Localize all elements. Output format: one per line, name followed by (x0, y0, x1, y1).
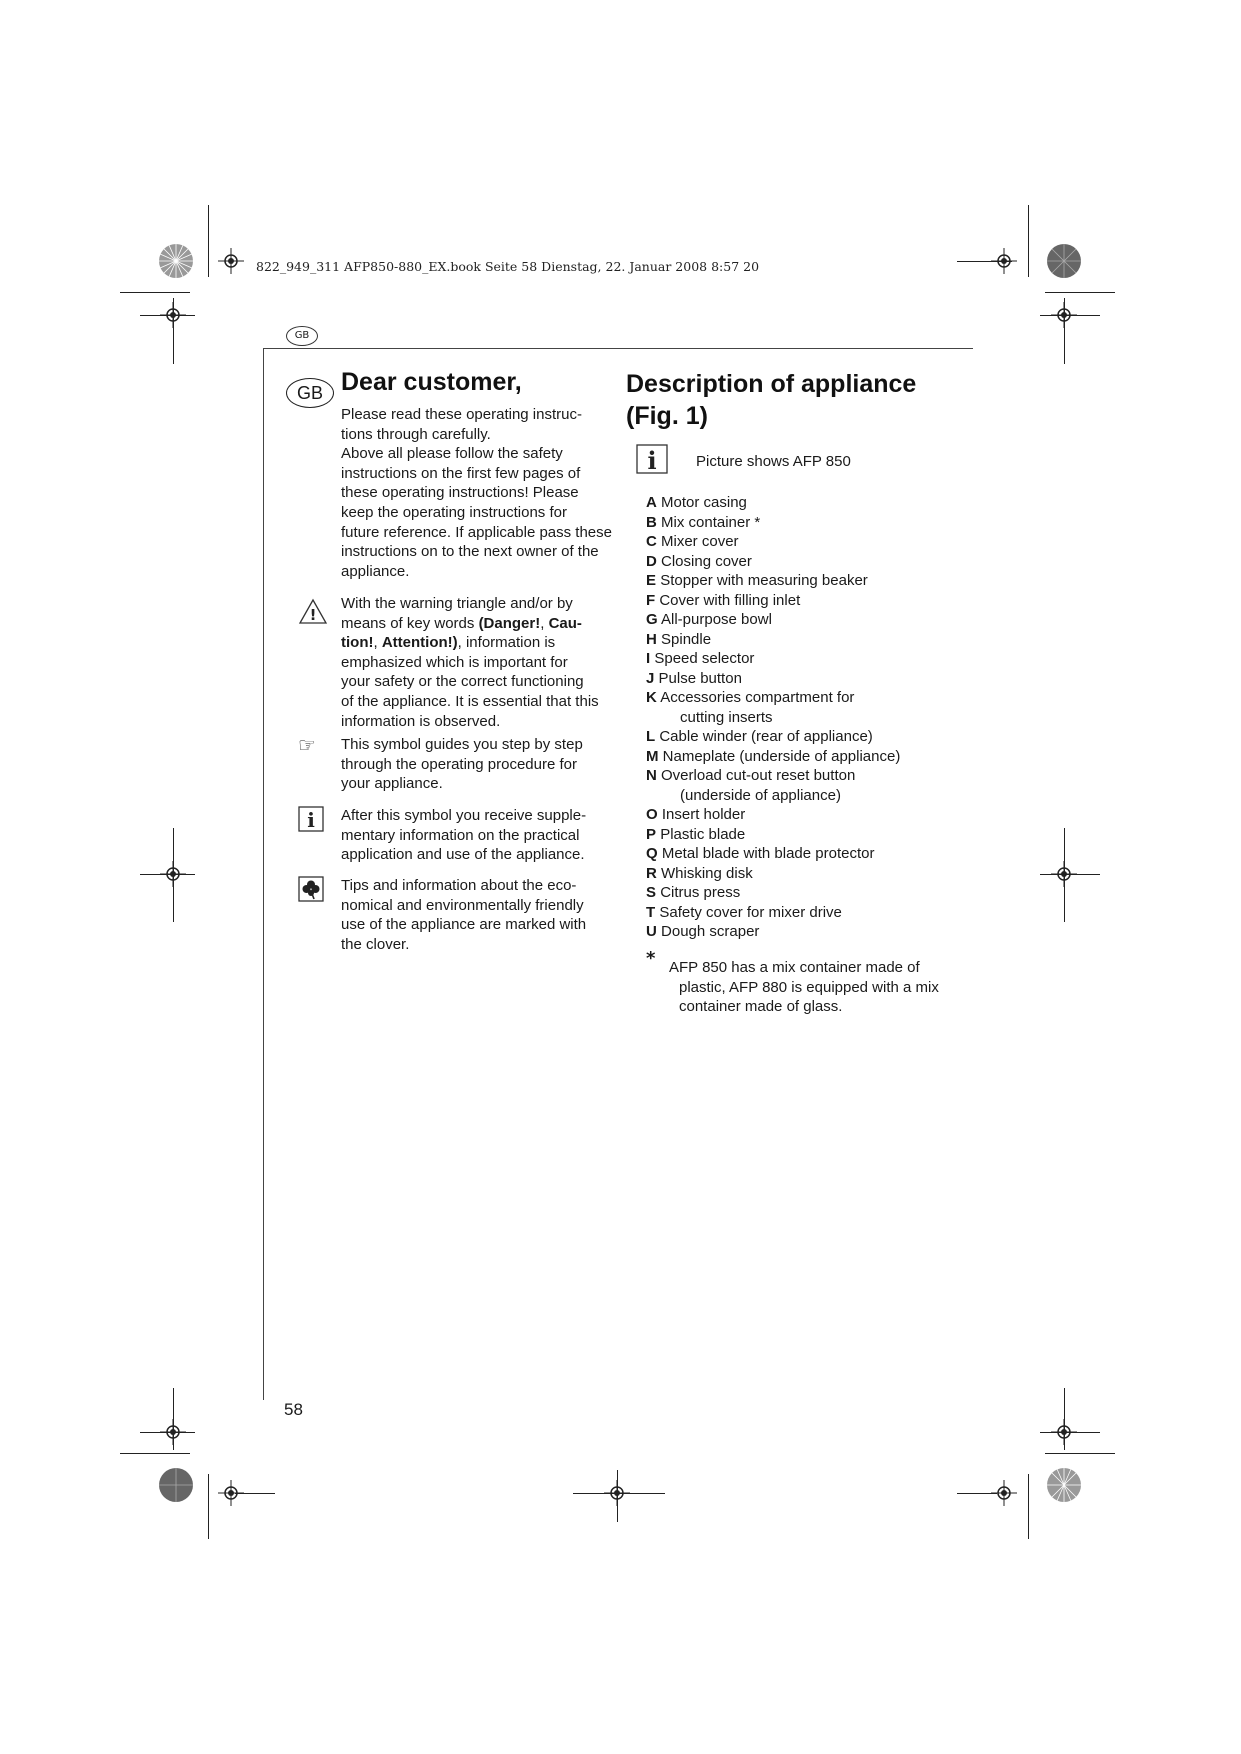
svg-text:!: ! (309, 606, 317, 624)
crop-mark (140, 1432, 195, 1433)
header-rule (263, 348, 973, 349)
crop-mark (173, 828, 174, 922)
part-label: Nameplate (underside of appliance) (662, 747, 901, 765)
part-item (646, 844, 966, 864)
crop-mark (120, 1453, 190, 1454)
crop-mark (1045, 292, 1115, 293)
info-paragraph: After this symbol you receive supple- mentary information on the practical application and use of the appliance. (341, 807, 587, 864)
crop-mark (957, 1493, 997, 1494)
part-label: Dough scraper (661, 923, 760, 940)
part-letter: P (646, 825, 657, 843)
part-item (646, 493, 966, 513)
crop-mark (1064, 1388, 1065, 1450)
part-item (646, 864, 966, 884)
part-item (646, 532, 966, 552)
color-calibration-mark-top-left (158, 243, 194, 279)
part-item (646, 649, 966, 669)
crop-mark (140, 315, 195, 316)
part-item (646, 922, 966, 942)
part-letter: C (646, 533, 657, 550)
clover-paragraph: Tips and information about the eco- nomical and environmentally friendly use of the appliance are marked with the clover. (341, 877, 587, 953)
part-label: Accessories compartment for (660, 689, 855, 706)
part-label: Citrus press (660, 884, 741, 901)
step-guide-paragraph: This symbol guides you step by step through the operating procedure for your appliance. (341, 736, 583, 793)
part-item (646, 883, 966, 903)
part-item (646, 669, 966, 689)
footnote-asterisk: * (646, 948, 656, 969)
part-label: Stopper with measuring beaker (660, 572, 868, 589)
parts-list (646, 493, 966, 942)
crop-mark (235, 1493, 275, 1494)
part-letter: U (646, 923, 657, 940)
intro-paragraph: Please read these operating instruc- tions through carefully. Above all please follow the safety instructions on the first few pages of these operating instructions! Please keep the operating instructions for future reference. If applicable pass these instructions on to the next owner of the appliance. (341, 406, 612, 580)
crop-mark (1028, 1474, 1029, 1539)
part-label: Speed selector (654, 650, 755, 667)
part-label: Metal blade with blade protector (661, 845, 875, 862)
part-item (646, 766, 966, 786)
part-label-continuation: cutting inserts (680, 708, 773, 726)
svg-text:i: i (307, 808, 315, 832)
crop-mark (208, 205, 209, 277)
language-badge-small: GB (286, 326, 318, 346)
crop-mark (120, 292, 190, 293)
warning-triangle-icon (298, 598, 328, 625)
part-letter: K (646, 689, 657, 706)
part-item (646, 903, 966, 923)
crop-mark (957, 261, 1012, 262)
file-slug: 822_949_311 AFP850-880_EX.book Seite 58 Dienstag, 22. Januar 2008 8:57 20 (256, 259, 760, 274)
part-item (646, 591, 966, 611)
part-letter: S (646, 884, 657, 901)
part-label: Pulse button (658, 669, 742, 687)
part-item (646, 630, 966, 650)
part-label: Cover with filling inlet (659, 591, 801, 609)
color-calibration-mark-top-right (1046, 243, 1082, 279)
part-item (646, 610, 966, 630)
crop-mark (1040, 874, 1100, 875)
margin-rule (263, 348, 264, 1400)
part-label: Safety cover for mixer drive (659, 903, 842, 921)
crop-mark (1064, 828, 1065, 922)
part-letter: B (646, 513, 657, 531)
svg-text:i: i (647, 446, 657, 474)
part-label: Mix container * (661, 513, 761, 531)
part-label: Motor casing (661, 494, 747, 511)
crop-mark (573, 1493, 665, 1494)
part-item (646, 571, 966, 591)
part-letter: T (646, 903, 656, 921)
part-letter: R (646, 864, 657, 882)
part-item (646, 747, 966, 767)
crop-mark (173, 1388, 174, 1450)
part-letter: A (646, 494, 657, 511)
part-label: Overload cut-out reset button (661, 767, 856, 784)
part-letter: E (646, 572, 657, 589)
warning-paragraph: With the warning triangle and/or by means of key words (Danger!, Cau- tion!, Attention!), information is emphasized which is important for your safety or the correct functioning of the appliance. It is essential that this information is observed. (341, 595, 599, 730)
part-letter: F (646, 591, 656, 609)
crop-mark (1045, 1453, 1115, 1454)
crop-mark (140, 874, 195, 875)
info-icon (636, 444, 668, 474)
color-calibration-mark-bottom-right (1046, 1467, 1082, 1503)
color-calibration-mark-bottom-left (158, 1467, 194, 1503)
language-badge: GB (286, 378, 334, 408)
footnote: AFP 850 has a mix container made of plastic, AFP 880 is equipped with a mix container made of glass. (669, 959, 939, 1016)
page-number: 58 (284, 1400, 303, 1419)
part-label: Insert holder (661, 806, 746, 823)
crop-mark (1064, 298, 1065, 364)
dear-customer-heading: Dear customer, (341, 368, 522, 396)
part-label: Mixer cover (661, 533, 739, 550)
info-icon (298, 806, 324, 832)
crop-mark (173, 298, 174, 364)
part-label: Whisking disk (661, 864, 753, 882)
part-letter: O (646, 806, 658, 823)
clover-icon (298, 876, 324, 902)
part-label: All-purpose bowl (661, 611, 772, 628)
part-letter: N (646, 767, 657, 784)
part-letter: Q (646, 845, 658, 862)
part-item (646, 825, 966, 845)
part-letter: H (646, 630, 657, 648)
part-label: Spindle (661, 630, 712, 648)
crop-mark (1040, 315, 1100, 316)
part-item (646, 552, 966, 572)
pointing-hand-icon: ☞ (298, 733, 316, 757)
crop-mark (1028, 205, 1029, 277)
part-letter: D (646, 552, 657, 570)
part-label: Plastic blade (660, 825, 746, 843)
crop-mark (617, 1470, 618, 1522)
part-label-continuation: (underside of appliance) (680, 786, 841, 804)
part-item (646, 688, 966, 708)
part-label: Closing cover (661, 552, 752, 570)
description-heading: Description of appliance (Fig. 1) (626, 370, 917, 430)
part-letter: I (646, 650, 651, 667)
crop-mark (208, 1474, 209, 1539)
picture-note: Picture shows AFP 850 (696, 453, 851, 470)
part-letter: M (646, 747, 659, 765)
registration-mark (218, 248, 244, 274)
part-item (646, 513, 966, 533)
crop-mark (1040, 1432, 1100, 1433)
part-item (646, 805, 966, 825)
part-letter: G (646, 611, 658, 628)
part-label: Cable winder (rear of appliance) (659, 728, 873, 745)
part-letter: L (646, 728, 656, 745)
part-item (646, 727, 966, 747)
part-letter: J (646, 669, 655, 687)
